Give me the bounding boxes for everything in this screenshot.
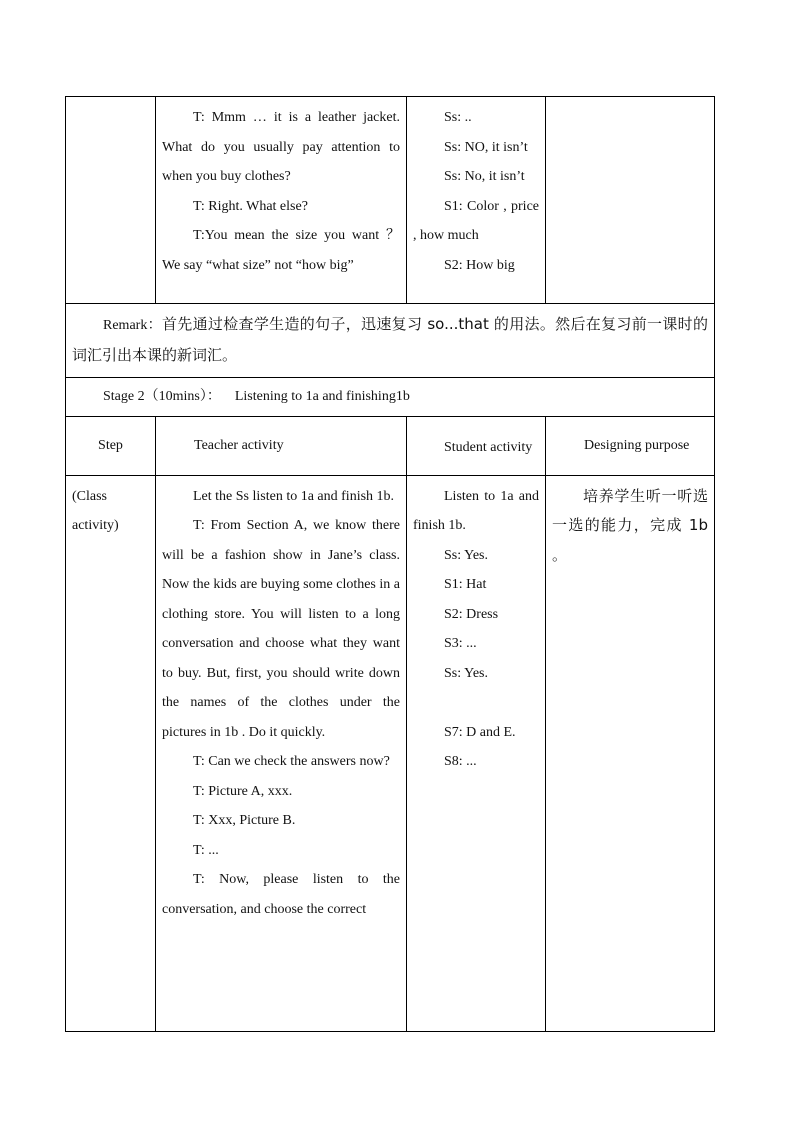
teacher-line: T:You mean the size you want ？ We say “what size” not “how big”	[162, 228, 400, 273]
header-step	[66, 416, 156, 475]
step-cell	[66, 475, 156, 1031]
header-teacher	[156, 416, 407, 475]
header-student	[407, 416, 546, 475]
student-line: Listen to 1a and finish 1b.	[413, 488, 539, 533]
header-design-label: Designing purpose	[584, 437, 690, 453]
student-line: S7: D and E.	[444, 724, 516, 740]
header-student-label: Student activity	[444, 439, 533, 455]
student-line: S1: Hat	[444, 577, 487, 592]
student-line: Ss: Yes.	[444, 665, 488, 681]
student-line: S2: Dress	[444, 606, 499, 622]
stage-label: Stage 2（10mins）：	[103, 389, 221, 404]
header-teacher-label: Teacher activity	[194, 437, 284, 453]
teacher-line: T: From Section A, we know there will be a fashion show in Jane’s class. Now the kids are buying some clothes in a clothing store. You will listen to a long conversation and choose what they want to buy. But, first, you should write down the names of the clothes under the pictures in 1b . Do it quickly.	[162, 518, 400, 740]
step-label: (Class activity)	[72, 488, 119, 533]
teacher-line: Let the Ss listen to 1a and finish 1b.	[193, 488, 395, 504]
student-line: Ss: No, it isn’t	[444, 169, 525, 184]
header-step-label: Step	[98, 437, 123, 453]
spacer	[413, 688, 539, 718]
student-line: Ss: NO, it isn’t	[444, 139, 528, 155]
student-activity-cell	[407, 97, 546, 304]
student-line: Ss: ..	[444, 110, 472, 125]
stage-cell	[66, 378, 715, 417]
student-activity-cell	[407, 475, 546, 1031]
lesson-plan-table	[65, 96, 715, 1032]
design-cell-empty	[546, 97, 715, 304]
continuation-row	[66, 97, 715, 304]
teacher-line: T: Mmm … it is a leather jacket. What do you usually pay attention to when you buy clothes?	[162, 110, 400, 184]
student-line: Ss: Yes.	[444, 547, 488, 563]
student-line: S2: How big	[444, 257, 515, 273]
remark-label: Remark：	[103, 318, 162, 333]
stage-row	[66, 378, 715, 417]
teacher-line: T: ...	[193, 842, 219, 858]
class-activity-row	[66, 475, 715, 1031]
teacher-activity-cell	[156, 97, 407, 304]
teacher-line: T: Picture A, xxx.	[193, 783, 293, 799]
remark-paragraph	[72, 310, 708, 371]
student-line: S8: ...	[444, 754, 477, 769]
remark-text: 首先通过检查学生造的句子，迅速复习 so...that 的用法。然后在复习前一课时的词汇引出本课的新词汇。	[72, 315, 708, 364]
teacher-line: T: Right. What else?	[193, 198, 308, 214]
teacher-activity-cell	[156, 475, 407, 1031]
header-design	[546, 416, 715, 475]
student-line: S1: Color , price , how much	[413, 198, 539, 243]
teacher-line: T: Xxx, Picture B.	[193, 813, 296, 828]
design-purpose-cell	[546, 475, 715, 1031]
teacher-line: T: Now, please listen to the conversation, and choose the correct	[162, 872, 400, 917]
stage-text: Listening to 1a and finishing1b	[234, 389, 410, 404]
remark-cell	[66, 304, 715, 378]
step-cell-empty	[66, 97, 156, 304]
student-line: S3: ...	[444, 636, 477, 651]
header-row	[66, 416, 715, 475]
remark-row	[66, 304, 715, 378]
teacher-line: T: Can we check the answers now?	[193, 754, 390, 769]
design-purpose-text: 培养学生听一听选一选的能力，完成 1b 。	[552, 486, 708, 564]
